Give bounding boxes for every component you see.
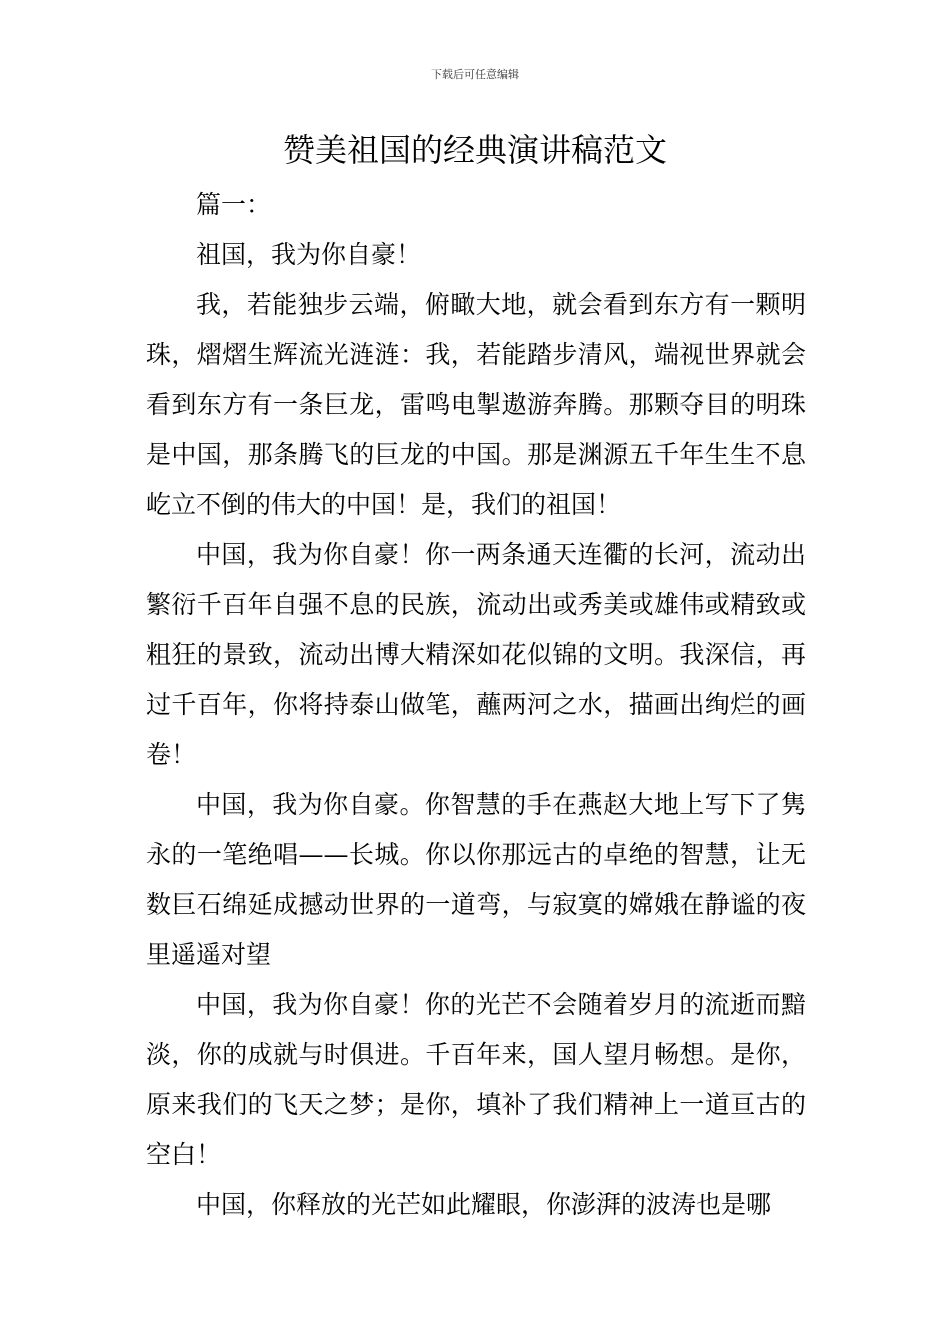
paragraph: 中国，我为你自豪。你智慧的手在燕赵大地上写下了隽永的一笔绝唱——长城。你以你那远古的卓绝的智慧，让无数巨石绵延成撼动世界的一道弯，与寂寞的嫦娥在静谧的夜里遥遥对望 <box>146 790 806 969</box>
paragraph: 中国，我为你自豪！你的光芒不会随着岁月的流逝而黯淡，你的成就与时俱进。千百年来，国人望月畅想。是你，原来我们的飞天之梦；是你，填补了我们精神上一道亘古的空白！ <box>146 990 806 1169</box>
subtitle-line: 祖国，我为你自豪！ <box>196 240 422 269</box>
document-title: 赞美祖国的经典演讲稿范文 <box>282 131 667 169</box>
header-note: 下载后可任意编辑 <box>431 68 519 81</box>
paragraph: 中国，你释放的光芒如此耀眼，你澎湃的波涛也是哪 <box>196 1190 772 1219</box>
paragraph: 我，若能独步云端，俯瞰大地，就会看到东方有一颗明珠，熠熠生辉流光涟涟：我，若能踏步清风，端视世界就会看到东方有一条巨龙，雷鸣电掣遨游奔腾。那颗夺目的明珠是中国，那条腾飞的巨龙的中国。那是渊源五千年生生不息屹立不倒的伟大的中国！是，我们的祖国！ <box>146 290 806 519</box>
section-label: 篇一： <box>196 190 272 219</box>
document-body <box>146 180 806 1230</box>
paragraph: 中国，我为你自豪！你一两条通天连衢的长河，流动出繁衍千百年自强不息的民族，流动出或秀美或雄伟或精致或粗狂的景致，流动出博大精深如花似锦的文明。我深信，再过千百年，你将持泰山做笔，蘸两河之水，描画出绚烂的画卷！ <box>146 540 806 769</box>
